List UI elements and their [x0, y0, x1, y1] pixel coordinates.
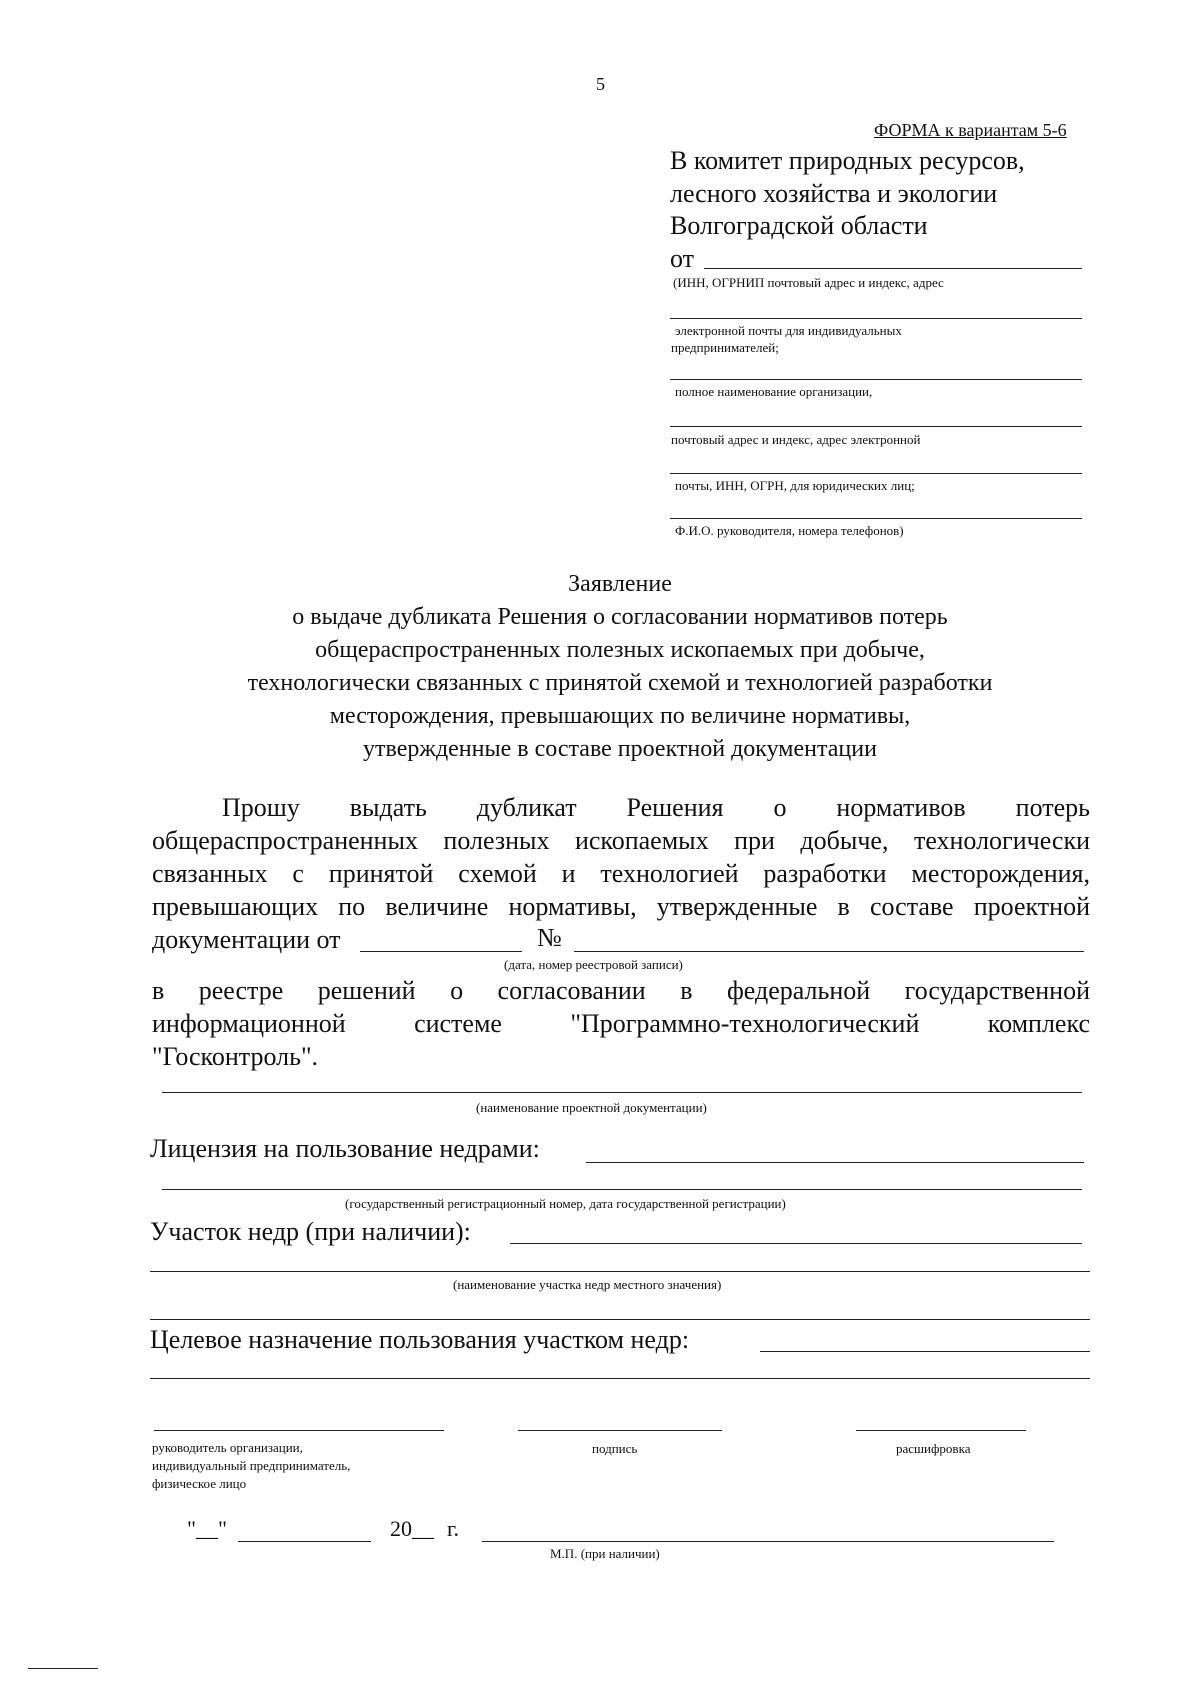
- addressee-line-2: лесного хозяйства и экологии: [670, 179, 998, 208]
- license-hint: (государственный регистрационный номер, дата государственной регистрации): [345, 1196, 786, 1211]
- title-line-3: технологически связанных с принятой схемой и технологией разработки: [247, 670, 993, 696]
- hint-postal: почтовый адрес и индекс, адрес электронной: [671, 432, 921, 447]
- body-line-5: в реестре решений о согласовании в федеральной государственной: [152, 976, 1090, 1005]
- body-line-7: "Госконтроль".: [152, 1042, 319, 1071]
- date-month-line[interactable]: [238, 1541, 371, 1542]
- addressee-line-1: В комитет природных ресурсов,: [670, 146, 1025, 175]
- purpose-line[interactable]: [760, 1351, 1090, 1352]
- from-label: от: [670, 244, 695, 273]
- body-line-1: Прошу выдать дубликат Решения о нормативов потерь: [222, 793, 1090, 822]
- title-line-1: о выдаче дубликата Решения о согласовании нормативов потерь: [292, 604, 948, 630]
- from-line-6[interactable]: [670, 518, 1082, 519]
- hint-inn: (ИНН, ОГРНИП почтовый адрес и индекс, адрес: [673, 275, 944, 290]
- decode-label: расшифровка: [896, 1441, 971, 1456]
- decode-line[interactable]: [856, 1430, 1026, 1431]
- who-line-1: руководитель организации,: [152, 1440, 303, 1455]
- who-line-2: индивидуальный предприниматель,: [152, 1458, 351, 1473]
- from-line[interactable]: [704, 268, 1082, 269]
- who-line-3: физическое лицо: [152, 1476, 247, 1491]
- doc-from-label: документации от: [152, 925, 341, 954]
- body-line-2: общераспространенных полезных ископаемых при добыче, технологически: [152, 826, 1090, 855]
- document-title: Заявление: [568, 571, 672, 597]
- body-line-3: связанных с принятой схемой и технологией разработки месторождения,: [152, 859, 1090, 888]
- page-number: 5: [596, 74, 605, 94]
- from-line-5[interactable]: [670, 473, 1082, 474]
- license-line[interactable]: [586, 1162, 1084, 1163]
- form-label: ФОРМА к вариантам 5-6: [874, 120, 1067, 140]
- project-doc-hint: (наименование проектной документации): [476, 1100, 707, 1115]
- date-hint: (дата, номер реестровой записи): [504, 957, 683, 972]
- addressee-line-3: Волгоградской области: [670, 211, 928, 240]
- from-line-2[interactable]: [670, 318, 1082, 319]
- stamp-label: М.П. (при наличии): [550, 1546, 660, 1561]
- title-line-4: месторождения, превышающих по величине нормативы,: [329, 703, 911, 729]
- title-line-2: общераспространенных полезных ископаемых при добыче,: [315, 637, 925, 663]
- stamp-line[interactable]: [482, 1541, 1054, 1542]
- hint-entrepreneurs: предпринимателей;: [671, 340, 779, 355]
- hint-legal: почты, ИНН, ОГРН, для юридических лиц;: [675, 478, 915, 493]
- plot-hint: (наименование участка недр местного значения): [453, 1277, 722, 1292]
- year-suffix: г.: [447, 1516, 460, 1541]
- license-line-2[interactable]: [162, 1189, 1082, 1190]
- purpose-label: Целевое назначение пользования участком недр:: [150, 1325, 690, 1354]
- purpose-line-2[interactable]: [150, 1378, 1090, 1379]
- from-line-4[interactable]: [670, 426, 1082, 427]
- license-label: Лицензия на пользование недрами:: [150, 1134, 540, 1163]
- date-year[interactable]: 20__: [390, 1516, 434, 1541]
- number-sign: №: [537, 923, 562, 952]
- plot-line[interactable]: [510, 1243, 1082, 1244]
- plot-line-3[interactable]: [150, 1319, 1090, 1320]
- from-line-3[interactable]: [670, 379, 1082, 380]
- sign-label: подпись: [592, 1441, 638, 1456]
- body-line-4: превышающих по величине нормативы, утвержденные в составе проектной: [152, 892, 1090, 921]
- hint-email: электронной почты для индивидуальных: [675, 323, 902, 338]
- who-line[interactable]: [154, 1430, 444, 1431]
- footer-line: [28, 1668, 98, 1669]
- hint-director: Ф.И.О. руководителя, номера телефонов): [675, 523, 904, 538]
- hint-org-name: полное наименование организации,: [675, 384, 873, 399]
- plot-line-2[interactable]: [150, 1271, 1090, 1272]
- title-line-5: утвержденные в составе проектной документации: [363, 736, 877, 762]
- body-line-6: информационной системе "Программно-технологический комплекс: [152, 1009, 1090, 1038]
- plot-label: Участок недр (при наличии):: [150, 1217, 471, 1246]
- doc-number-line[interactable]: [574, 951, 1084, 952]
- doc-date-line[interactable]: [360, 951, 522, 952]
- project-doc-line[interactable]: [162, 1092, 1082, 1093]
- date-day[interactable]: "__": [187, 1516, 227, 1541]
- sign-line[interactable]: [518, 1430, 722, 1431]
